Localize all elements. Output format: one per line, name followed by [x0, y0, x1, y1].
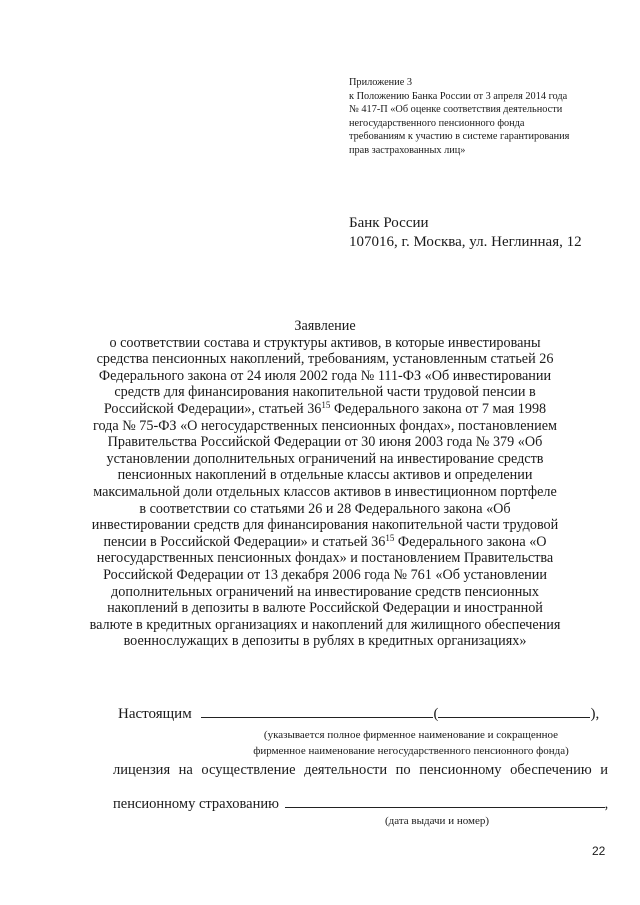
statement-line [86, 534, 564, 551]
comma: , [604, 796, 609, 812]
hint-line: (указывается полное фирменное наименование и сокращенное [263, 729, 559, 741]
statement-line: средств для финансирования накопительной части трудовой пенсии в [114, 384, 536, 401]
fund-short-name-field[interactable] [438, 703, 590, 718]
insurance-row [113, 793, 608, 813]
statement-text: Федерального закона «О [394, 533, 547, 550]
appendix-line: к Положению Банка России от 3 апреля 2014 года [349, 90, 568, 102]
statement-line: инвестировании средств для финансирования накопительной части трудовой [91, 517, 559, 534]
statement-line: установлении дополнительных ограничений на инвестирование средств [106, 450, 544, 467]
license-date-number-field[interactable] [285, 793, 605, 808]
superscript: 15 [385, 532, 395, 543]
statement-line: накоплений в депозиты в валюте Российской Федерации и иностранной [107, 600, 543, 617]
superscript: 15 [321, 399, 331, 410]
statement-line: военнослужащих в депозиты в рублях в кредитных организациях» [123, 633, 527, 650]
appendix-line: требованиям к участию в системе гарантирования [349, 131, 570, 143]
hereby-row [118, 703, 599, 723]
fund-full-name-field[interactable] [201, 703, 433, 718]
statement-line: Правительства Российской Федерации от 30 июня 2003 года № 379 «Об [107, 434, 543, 451]
statement-line: пенсионных накоплений в отдельные классы активов и определении [117, 467, 533, 484]
statement-line: Федерального закона от 24 июля 2002 года № 111-ФЗ «Об инвестировании [98, 367, 552, 384]
statement-line: валюте в кредитных организациях и накоплений для жилищного обеспечения [89, 616, 561, 633]
statement-line: максимальной доли отдельных классов активов в инвестиционном портфеле [93, 483, 557, 500]
statement-line: в соответствии со статьями 26 и 28 Федерального закона «Об [139, 500, 511, 517]
statement-line: негосударственных пенсионных фондах» и постановлением Правительства [96, 550, 554, 567]
statement-line [86, 401, 564, 418]
statement-text: пенсии в Российской Федерации» и статьей 36 [103, 533, 386, 550]
statement-line: о соответствии состава и структуры активов, в которые инвестированы [109, 334, 541, 351]
addressee-block [349, 214, 582, 252]
appendix-line: прав застрахованных лиц» [349, 144, 466, 156]
statement-line: средства пенсионных накоплений, требованиям, установленным статьей 26 [96, 351, 554, 368]
statement-text: Российской Федерации», статьей 36 [103, 400, 322, 417]
statement-line: Российской Федерации от 13 декабря 2006 года № 761 «Об установлении [103, 566, 547, 583]
hint-line: фирменное наименование негосударственного пенсионного фонда) [253, 745, 569, 757]
insurance-label: пенсионному страхованию [113, 796, 279, 812]
statement-title: Заявление [294, 318, 356, 334]
addressee-name: Банк России [349, 215, 429, 231]
statement-text: Федерального закона от 7 мая 1998 [330, 400, 547, 417]
hereby-label: Настоящим [118, 706, 192, 722]
addressee-address: 107016, г. Москва, ул. Неглинная, 12 [349, 234, 582, 250]
paren-open: ( [433, 706, 439, 722]
appendix-reference [349, 76, 619, 158]
paren-close: ), [590, 706, 600, 722]
statement-heading [86, 318, 564, 650]
statement-line: дополнительных ограничений на инвестирование средств пенсионных [111, 583, 539, 600]
license-hint: (дата выдачи и номер) [384, 815, 490, 827]
page-number: 22 [592, 844, 606, 858]
license-line: лицензия на осуществление деятельности по пенсионному обеспечению и [113, 762, 608, 778]
fund-name-hint [226, 727, 596, 759]
appendix-line: негосударственного пенсионного фонда [349, 117, 525, 129]
appendix-line: № 417-П «Об оценке соответствия деятельности [349, 104, 563, 116]
appendix-line: Приложение 3 [349, 77, 412, 88]
statement-line: года № 75-ФЗ «О негосударственных пенсионных фондах», постановлением [93, 417, 557, 434]
